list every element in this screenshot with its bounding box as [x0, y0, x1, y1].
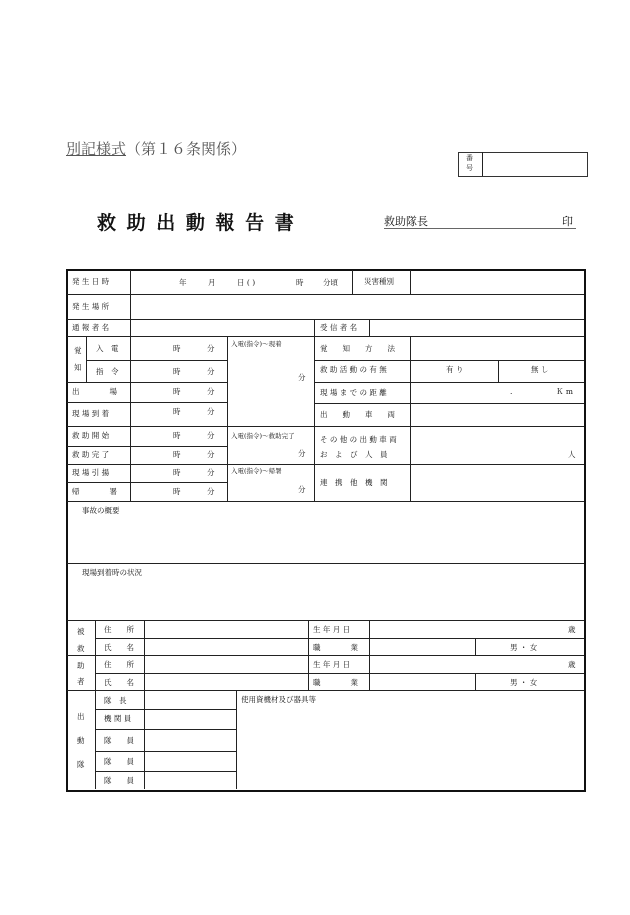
awareness-side-1: 覚 [74, 346, 82, 355]
incoming-call-hour: 時 [173, 344, 181, 353]
form-article: （第１６条関係） [126, 140, 247, 158]
rescued-side-3: 助 [77, 661, 85, 670]
captain-name[interactable] [440, 216, 550, 227]
reporter-label: 通 報 者 名 [72, 323, 110, 332]
date-minute: 分頃 [323, 278, 338, 287]
dispatch-label: 出 場 [72, 387, 117, 396]
span-arrival-minute: 分 [298, 373, 306, 382]
dispatch-hour: 時 [173, 387, 181, 396]
withdraw-hour: 時 [173, 468, 181, 477]
command-minute: 分 [207, 367, 215, 376]
awareness-side-2: 知 [74, 363, 82, 372]
rescued-side-2: 救 [77, 644, 85, 653]
other-vehicles-label-2: お よ び 人 員 [320, 450, 388, 459]
crew-side-2: 動 [77, 736, 85, 745]
equipment-label: 使用資機材及び器具等 [241, 695, 316, 704]
receiver-label: 受 信 者 名 [320, 323, 358, 332]
rescued-side-4: 者 [77, 677, 85, 686]
command-hour: 時 [173, 367, 181, 376]
occurrence-datetime-label: 発 生 日 時 [72, 277, 110, 286]
rescue-no[interactable]: 無 し [531, 365, 549, 374]
rescued2-occupation-label: 職 業 [313, 678, 358, 687]
rescued1-sex[interactable]: 男 ・ 女 [510, 643, 538, 652]
seal-mark: 印 [562, 215, 573, 228]
rescued2-birthdate-label: 生 年 月 日 [313, 660, 351, 669]
rescue-end-hour: 時 [173, 450, 181, 459]
rescue-start-label: 救 助 開 始 [72, 431, 110, 440]
page-title: 救 助 出 動 報 告 書 [97, 212, 296, 234]
accident-summary-label: 事故の概要 [82, 506, 120, 515]
arrival-label: 現 場 到 着 [72, 409, 110, 418]
date-month: 月 [208, 278, 216, 287]
return-hour: 時 [173, 487, 181, 496]
rescue-start-hour: 時 [173, 431, 181, 440]
crew-member-label-1: 隊 員 [104, 736, 134, 745]
form-label [66, 138, 246, 159]
distance-label: 現 場 ま で の 距 離 [320, 388, 387, 397]
command-label: 指 令 [96, 367, 119, 376]
arrival-hour: 時 [173, 407, 181, 416]
rescued-side-1: 被 [77, 627, 85, 636]
cooperating-label: 連 携 他 機 関 [320, 478, 388, 487]
date-year: 年 [179, 278, 187, 287]
rescued1-birthdate-label: 生 年 月 日 [313, 625, 351, 634]
captain-label: 救助隊長 [384, 215, 428, 228]
return-label: 帰 署 [72, 487, 117, 496]
number-label-2: 号 [466, 164, 473, 172]
crew-member-label-2: 隊 員 [104, 757, 134, 766]
form-label-text: 別記様式 [66, 140, 127, 158]
span-return-minute: 分 [298, 485, 306, 494]
distance-dot: . [510, 387, 513, 396]
scene-status-label: 現場到着時の状況 [82, 568, 142, 577]
rescue-activity-label: 救 助 活 動 の 有 無 [320, 365, 387, 374]
vehicles-label: 出 動 車 両 [320, 410, 395, 419]
awareness-method-label: 覚 知 方 法 [320, 344, 395, 353]
return-minute: 分 [207, 487, 215, 496]
span-rescue-minute: 分 [298, 449, 306, 458]
crew-member-label-3: 隊 員 [104, 776, 134, 785]
rescued1-address-label: 住 所 [104, 625, 134, 634]
rescued2-sex[interactable]: 男 ・ 女 [510, 678, 538, 687]
rescued1-occupation-label: 職 業 [313, 643, 358, 652]
span-return-label: 入電(指令)～帰署 [231, 467, 282, 475]
distance-unit: Ｋ m [556, 387, 573, 396]
rescue-start-minute: 分 [207, 431, 215, 440]
crew-side-1: 出 [77, 712, 85, 721]
dispatch-minute: 分 [207, 387, 215, 396]
rescue-end-minute: 分 [207, 450, 215, 459]
rescue-yes[interactable]: 有 り [446, 365, 464, 374]
number-label-1: 番 [466, 154, 473, 162]
rescue-end-label: 救 助 完 了 [72, 450, 110, 459]
rescued2-age-unit: 歳 [568, 660, 576, 669]
person-unit: 人 [568, 450, 576, 459]
crew-side-3: 隊 [77, 760, 85, 769]
rescued2-name-label: 氏 名 [104, 678, 134, 687]
rescued1-age-unit: 歳 [568, 625, 576, 634]
withdraw-label: 現 場 引 揚 [72, 468, 110, 477]
date-hour: 時 [296, 278, 304, 287]
date-day: 日 ( ) [237, 278, 256, 287]
disaster-type-label: 災害種別 [364, 277, 394, 286]
location-label: 発 生 場 所 [72, 302, 110, 311]
incoming-call-minute: 分 [207, 344, 215, 353]
withdraw-minute: 分 [207, 468, 215, 477]
crew-captain-label: 隊 長 [104, 696, 127, 705]
number-value[interactable] [490, 158, 580, 170]
arrival-minute: 分 [207, 407, 215, 416]
crew-engineer-label: 機 関 員 [104, 714, 132, 723]
other-vehicles-label-1: そ の 他 の 出 動 車 両 [320, 435, 397, 444]
rescued2-address-label: 住 所 [104, 660, 134, 669]
span-arrival-label: 入電(指令)～現着 [231, 340, 282, 348]
span-rescue-label: 入電(指令)～救助完了 [231, 432, 295, 440]
rescued1-name-label: 氏 名 [104, 643, 134, 652]
incoming-call-label: 入 電 [96, 344, 119, 353]
